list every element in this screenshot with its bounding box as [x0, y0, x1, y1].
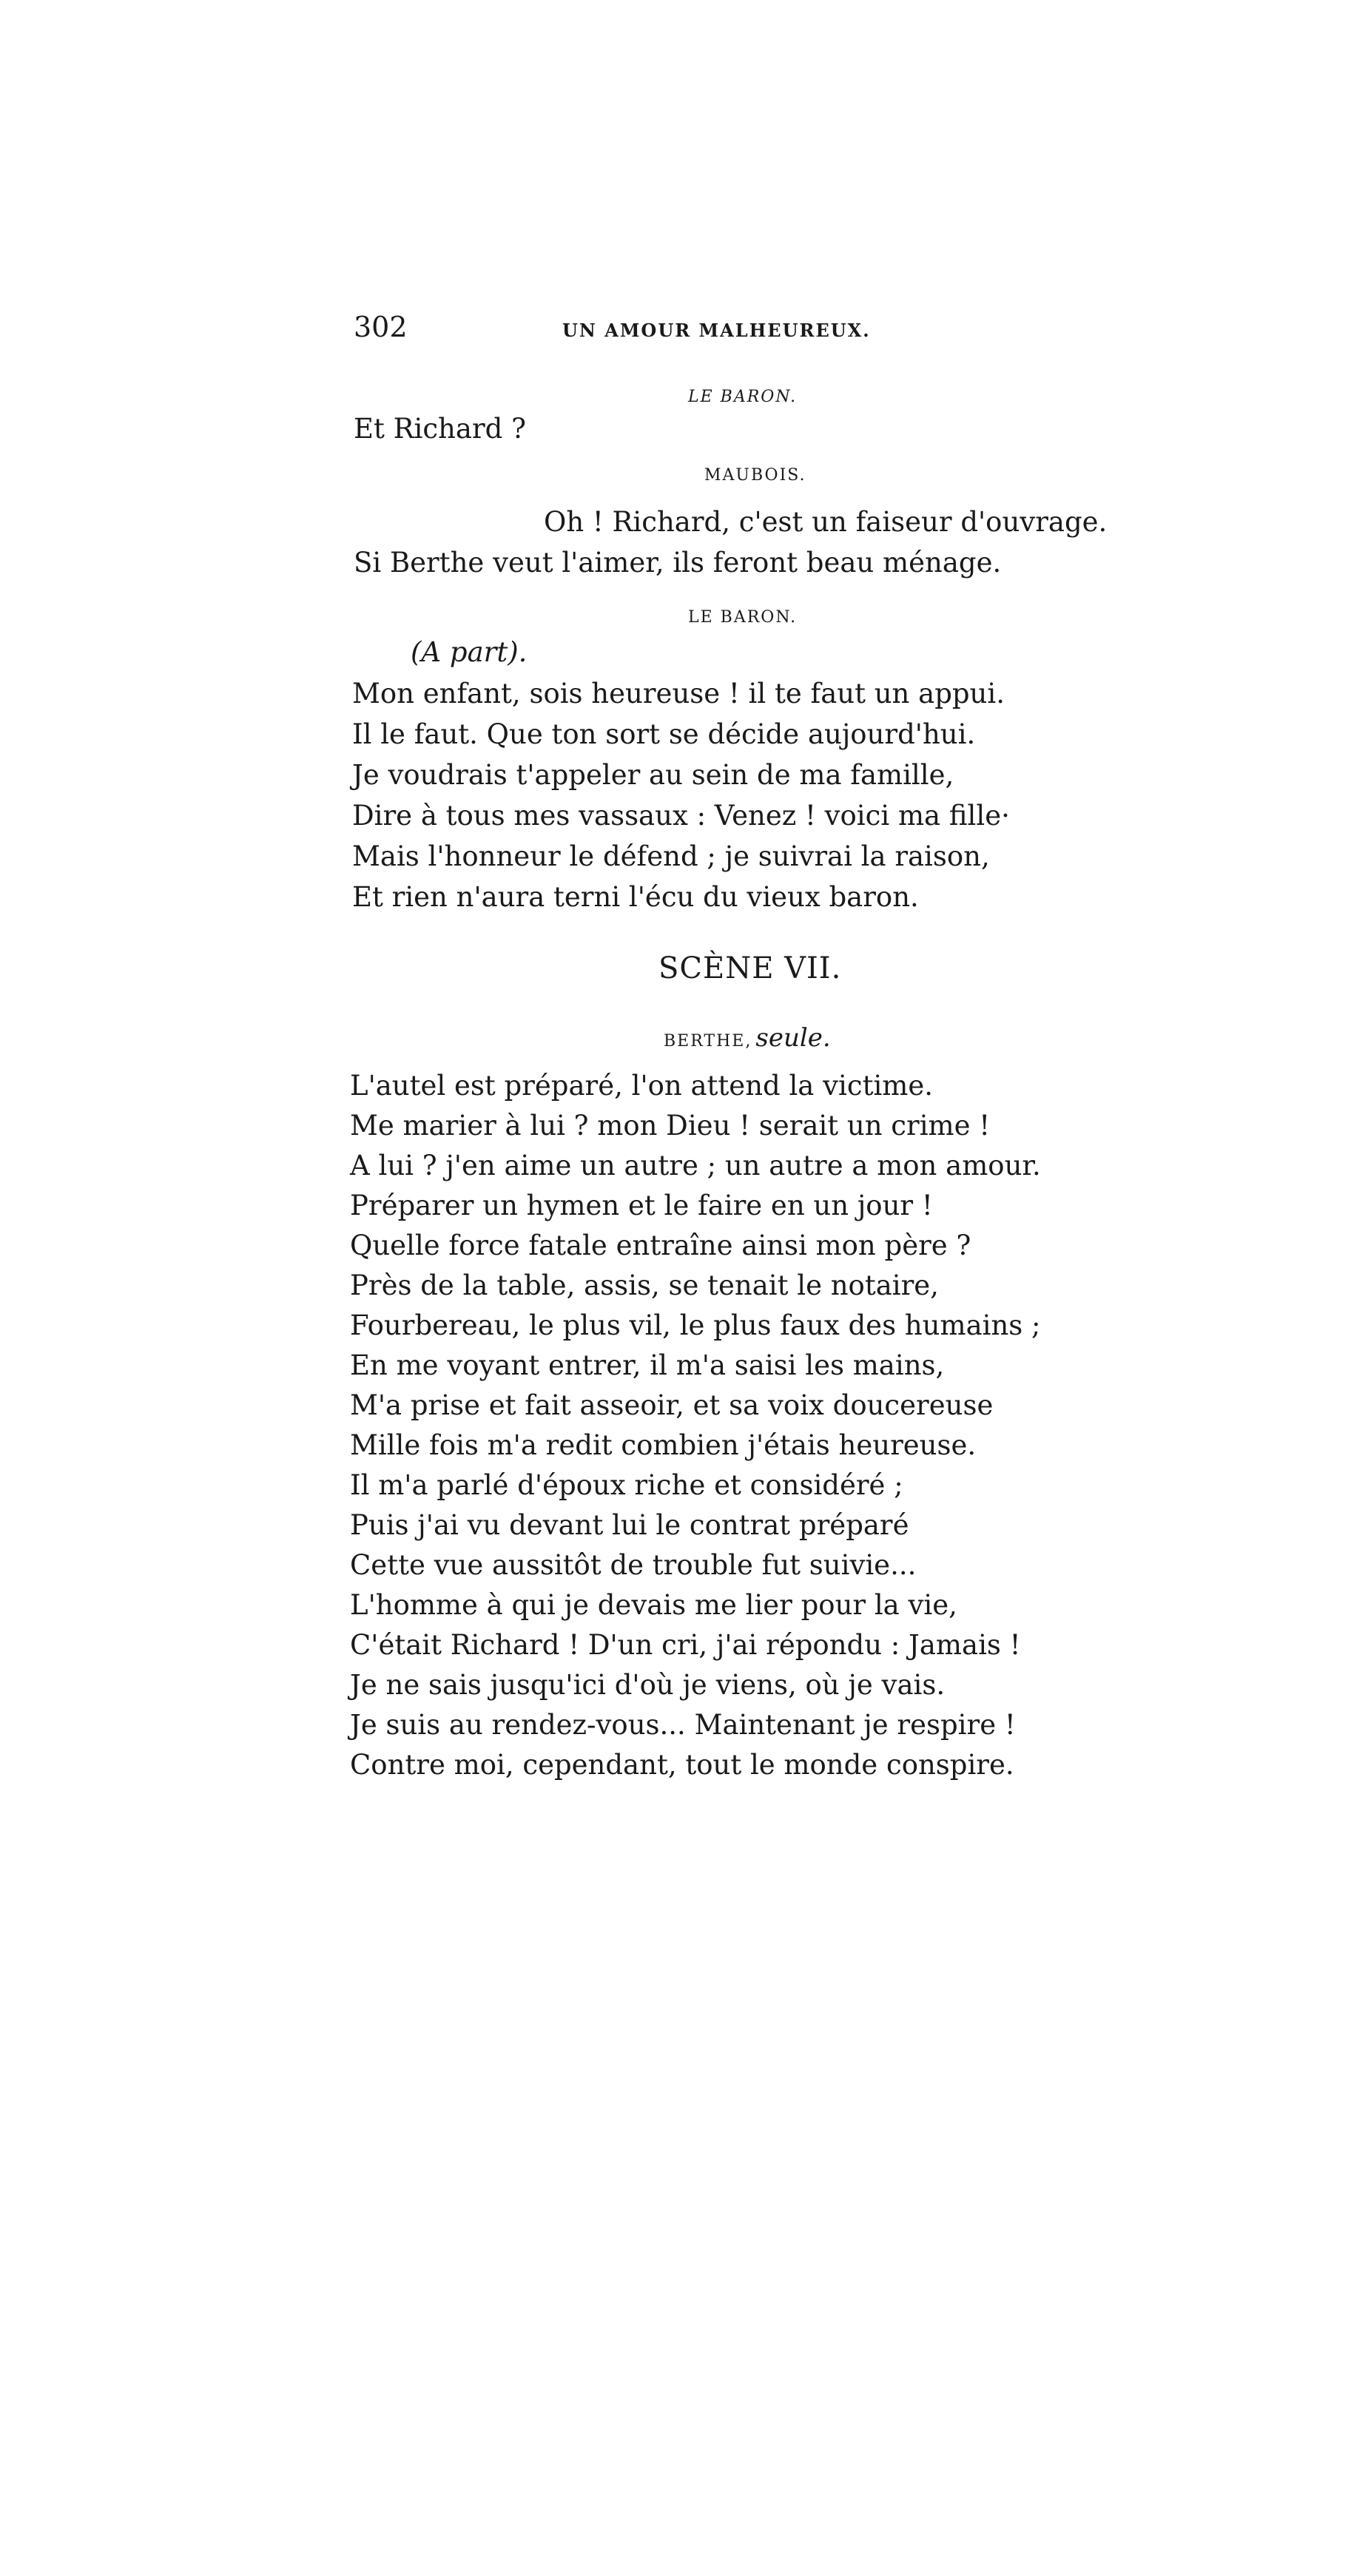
verse-line: Oh ! Richard, c'est un faiseur d'ouvrage. — [544, 506, 1108, 538]
verse-line: Je voudrais t'appeler au sein de ma famille, — [352, 759, 954, 791]
verse-line: A lui ? j'en aime un autre ; un autre a mon amour. — [350, 1150, 1041, 1181]
verse-line: Quelle force fatale entraîne ainsi mon père ? — [350, 1230, 971, 1261]
verse-line: Préparer un hymen et le faire en un jour ! — [350, 1190, 933, 1221]
verse-line: L'homme à qui je devais me lier pour la vie, — [350, 1589, 957, 1621]
verse-line: Me marier à lui ? mon Dieu ! serait un crime ! — [350, 1110, 991, 1142]
verse-line: Je suis au rendez-vous... Maintenant je respire ! — [350, 1709, 1016, 1741]
verse-line: Dire à tous mes vassaux : Venez ! voici ma fille· — [352, 800, 1010, 832]
verse-line: Et Richard ? — [354, 413, 526, 445]
page-number: 302 — [354, 311, 408, 343]
verse-line: L'autel est préparé, l'on attend la victime. — [350, 1070, 934, 1102]
verse-line: Près de la table, assis, se tenait le notaire, — [350, 1270, 939, 1301]
verse-line: Fourbereau, le plus vil, le plus faux des humains ; — [350, 1309, 1041, 1341]
verse-line: Cette vue aussitôt de trouble fut suivie... — [350, 1549, 917, 1581]
verse-line: Je ne sais jusqu'ici d'où je viens, où je vais. — [350, 1669, 946, 1701]
verse-line: Et rien n'aura terni l'écu du vieux baron. — [352, 881, 919, 913]
speaker-direction: seule. — [755, 1023, 831, 1053]
verse-line: C'était Richard ! D'un cri, j'ai répondu : Jamais ! — [350, 1629, 1021, 1661]
verse-line: M'a prise et fait asseoir, et sa voix doucereuse — [350, 1389, 994, 1421]
verse-line: Mille fois m'a redit combien j'étais heureuse. — [350, 1429, 977, 1461]
scene-speaker — [664, 1023, 831, 1053]
verse-line: Si Berthe veut l'aimer, ils feront beau ménage. — [354, 547, 1002, 579]
verse-line: En me voyant entrer, il m'a saisi les mains, — [350, 1349, 945, 1381]
speaker-le-baron: LE BARON. — [688, 608, 798, 627]
scene-title: SCÈNE VII. — [658, 951, 842, 985]
verse-line: Puis j'ai vu devant lui le contrat préparé — [350, 1509, 909, 1541]
verse-line: Il le faut. Que ton sort se décide aujourd'hui. — [352, 718, 976, 750]
verse-line: Mon enfant, sois heureuse ! il te faut un appui. — [352, 678, 1005, 709]
stage-direction: (A part). — [411, 636, 528, 668]
running-title: UN AMOUR MALHEUREUX. — [562, 320, 871, 341]
speaker-berthe: BERTHE, — [664, 1032, 752, 1051]
verse-line: Il m'a parlé d'époux riche et considéré ; — [350, 1469, 903, 1501]
verse-line: Contre moi, cependant, tout le monde conspire. — [350, 1749, 1014, 1781]
speaker-le-baron: LE BARON. — [688, 388, 798, 406]
verse-line: Mais l'honneur le défend ; je suivrai la raison, — [352, 840, 990, 872]
speaker-maubois: MAUBOIS. — [704, 466, 806, 485]
